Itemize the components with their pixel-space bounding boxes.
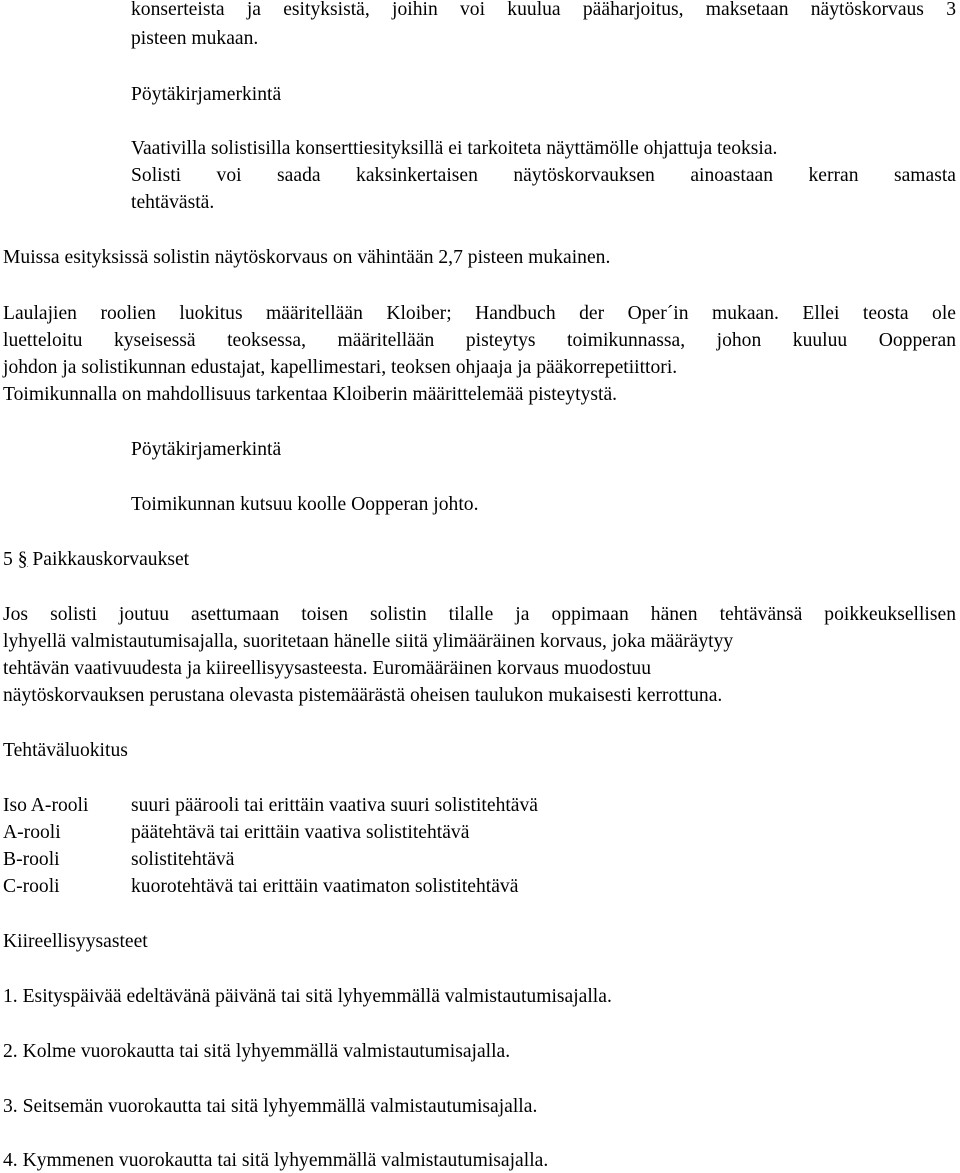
intro-line-2: pisteen mukaan.: [131, 28, 259, 49]
classification-description: solistitehtävä: [131, 849, 235, 870]
classification-term: C-rooli: [3, 876, 60, 897]
roles-paragraph-line: Toimikunnalla on mahdollisuus tarkentaa Kloiberin määrittelemää pisteytystä.: [3, 384, 618, 405]
urgency-item: 2. Kolme vuorokautta tai sitä lyhyemmällä valmistautumisajalla.: [3, 1041, 511, 1062]
task-classification-heading: Tehtäväluokitus: [3, 740, 128, 761]
roles-paragraph-line: Laulajien roolien luokitus määritellään Kloiber; Handbuch der Oper´in mukaan. Ellei teosta ole: [3, 303, 956, 324]
replacement-paragraph-line: näytöskorvauksen perustana olevasta pistemäärästä oheisen taulukon mukaisesti kerrottuna.: [3, 685, 723, 706]
urgency-item: 4. Kymmenen vuorokautta tai sitä lyhyemmällä valmistautumisajalla.: [3, 1150, 549, 1171]
replacement-paragraph-line: tehtävän vaativuudesta ja kiireellisyysasteesta. Euromääräinen korvaus muodostuu: [3, 658, 652, 679]
urgency-item: 1. Esityspäivää edeltävänä päivänä tai sitä lyhyemmällä valmistautumisajalla.: [3, 986, 612, 1007]
classification-description: kuorotehtävä tai erittäin vaatimaton solistitehtävä: [131, 876, 519, 897]
section-title: Paikkauskorvaukset: [32, 549, 190, 570]
intro-line-1: konserteista ja esityksistä, joihin voi kuulua pääharjoitus, maksetaan näytöskorvaus 3: [131, 0, 956, 20]
section-number: 5: [3, 549, 13, 570]
classification-term: Iso A-rooli: [3, 795, 89, 816]
classification-description: päätehtävä tai erittäin vaativa solistitehtävä: [131, 822, 470, 843]
urgency-heading: Kiireellisyysasteet: [3, 931, 148, 952]
note-heading: Pöytäkirjamerkintä: [131, 84, 282, 105]
replacement-paragraph-line: lyhyellä valmistautumisajalla, suoritetaan hänelle siitä ylimääräinen korvaus, joka määräytyy: [3, 631, 734, 652]
note-heading: Pöytäkirjamerkintä: [131, 439, 282, 460]
note-text-line: Vaativilla solistisilla konserttiesityksillä ei tarkoiteta näyttämölle ohjattuja teoksia.: [131, 138, 778, 159]
classification-description: suuri päärooli tai erittäin vaativa suuri solistitehtävä: [131, 795, 539, 816]
note-text-line: Toimikunnan kutsuu koolle Oopperan johto.: [131, 494, 479, 515]
roles-paragraph-line: luetteloitu kyseisessä teoksessa, määritellään pisteytys toimikunnassa, johon kuuluu Oopperan: [3, 330, 956, 351]
classification-term: B-rooli: [3, 849, 60, 870]
urgency-item: 3. Seitsemän vuorokautta tai sitä lyhyemmällä valmistautumisajalla.: [3, 1096, 538, 1117]
roles-paragraph-line: johdon ja solistikunnan edustajat, kapellimestari, teoksen ohjaaja ja pääkorrepetiittori.: [3, 357, 678, 378]
note-text-line: Solisti voi saada kaksinkertaisen näytöskorvauksen ainoastaan kerran samasta: [131, 165, 956, 186]
classification-term: A-rooli: [3, 822, 61, 843]
section-heading: [3, 548, 189, 572]
section-sign: §: [17, 549, 28, 570]
paragraph-other-performances: Muissa esityksissä solistin näytöskorvaus on vähintään 2,7 pisteen mukainen.: [3, 247, 611, 268]
note-text-line: tehtävästä.: [131, 192, 215, 213]
replacement-paragraph-line: Jos solisti joutuu asettumaan toisen solistin tilalle ja oppimaan hänen tehtävänsä poikkeuksellisen: [3, 604, 956, 625]
